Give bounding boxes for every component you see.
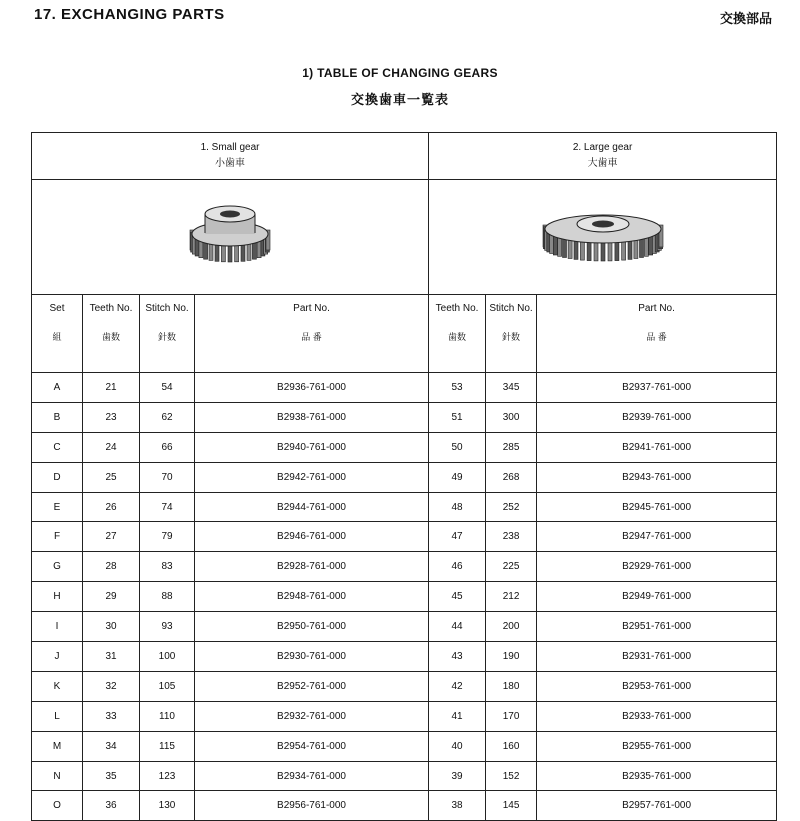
table-row — [32, 701, 777, 731]
small-part-cell: B2942-761-000 — [195, 462, 429, 492]
small-teeth-cell: 21 — [83, 373, 140, 403]
large-part-cell: B2949-761-000 — [537, 582, 777, 612]
set-cell: M — [32, 731, 83, 761]
large-teeth-cell: 45 — [429, 582, 486, 612]
table-row — [32, 642, 777, 672]
set-cell: L — [32, 701, 83, 731]
table-row — [32, 552, 777, 582]
large-gear-icon — [528, 199, 678, 275]
small-teeth-cell: 30 — [83, 612, 140, 642]
large-teeth-cell: 40 — [429, 731, 486, 761]
large-gear-label-jp: 大歯車 — [587, 158, 618, 169]
large-gear-image-cell — [429, 180, 777, 295]
large-part-cell: B2937-761-000 — [537, 373, 777, 403]
table-row — [32, 612, 777, 642]
table-row — [32, 402, 777, 432]
set-cell: C — [32, 432, 83, 462]
small-stitch-cell: 105 — [140, 671, 195, 701]
set-cell: J — [32, 642, 83, 672]
small-stitch-cell: 88 — [140, 582, 195, 612]
large-part-cell: B2953-761-000 — [537, 671, 777, 701]
set-cell: K — [32, 671, 83, 701]
small-stitch-cell: 100 — [140, 642, 195, 672]
small-part-cell: B2954-761-000 — [195, 731, 429, 761]
small-part-cell: B2930-761-000 — [195, 642, 429, 672]
small-stitch-cell: 83 — [140, 552, 195, 582]
small-stitch-cell: 74 — [140, 492, 195, 522]
table-row — [32, 582, 777, 612]
set-cell: N — [32, 761, 83, 791]
large-stitch-cell: 212 — [486, 582, 537, 612]
large-stitch-cell: 152 — [486, 761, 537, 791]
large-part-cell: B2955-761-000 — [537, 731, 777, 761]
small-part-cell: B2944-761-000 — [195, 492, 429, 522]
table-row — [32, 522, 777, 552]
small-teeth-cell: 23 — [83, 402, 140, 432]
table-body — [32, 373, 777, 821]
table-row — [32, 373, 777, 403]
col-large-stitch-header: Stitch No. 針数 — [486, 295, 537, 373]
table-row — [32, 432, 777, 462]
set-cell: D — [32, 462, 83, 492]
large-teeth-cell: 43 — [429, 642, 486, 672]
small-stitch-cell: 66 — [140, 432, 195, 462]
section-title: 17. EXCHANGING PARTS — [34, 6, 225, 23]
large-stitch-cell: 225 — [486, 552, 537, 582]
large-part-cell: B2929-761-000 — [537, 552, 777, 582]
large-part-cell: B2933-761-000 — [537, 701, 777, 731]
small-teeth-cell: 32 — [83, 671, 140, 701]
small-teeth-cell: 28 — [83, 552, 140, 582]
table-row — [32, 671, 777, 701]
set-cell: H — [32, 582, 83, 612]
set-cell: F — [32, 522, 83, 552]
large-stitch-cell: 145 — [486, 791, 537, 821]
col-small-part-header: Part No. 品 番 — [195, 295, 429, 373]
small-part-cell: B2946-761-000 — [195, 522, 429, 552]
small-teeth-cell: 25 — [83, 462, 140, 492]
small-gear-icon — [175, 200, 285, 274]
large-teeth-cell: 39 — [429, 761, 486, 791]
table-title-jp: 交換歯車一覧表 — [350, 92, 449, 107]
small-part-cell: B2938-761-000 — [195, 402, 429, 432]
col-small-teeth-header: Teeth No. 歯数 — [83, 295, 140, 373]
set-cell: O — [32, 791, 83, 821]
large-stitch-cell: 170 — [486, 701, 537, 731]
table-row — [32, 462, 777, 492]
large-gear-header — [429, 133, 777, 180]
small-stitch-cell: 93 — [140, 612, 195, 642]
small-stitch-cell: 70 — [140, 462, 195, 492]
large-stitch-cell: 300 — [486, 402, 537, 432]
small-part-cell: B2950-761-000 — [195, 612, 429, 642]
large-teeth-cell: 42 — [429, 671, 486, 701]
large-stitch-cell: 160 — [486, 731, 537, 761]
small-gear-label: 1. Small gear — [200, 142, 260, 153]
large-part-cell: B2941-761-000 — [537, 432, 777, 462]
small-part-cell: B2928-761-000 — [195, 552, 429, 582]
large-teeth-cell: 50 — [429, 432, 486, 462]
small-teeth-cell: 35 — [83, 761, 140, 791]
small-stitch-cell: 79 — [140, 522, 195, 552]
large-teeth-cell: 51 — [429, 402, 486, 432]
small-stitch-cell: 54 — [140, 373, 195, 403]
col-large-part-header: Part No. 品 番 — [537, 295, 777, 373]
large-teeth-cell: 49 — [429, 462, 486, 492]
large-stitch-cell: 268 — [486, 462, 537, 492]
set-cell: A — [32, 373, 83, 403]
small-part-cell: B2932-761-000 — [195, 701, 429, 731]
table-row — [32, 492, 777, 522]
large-stitch-cell: 200 — [486, 612, 537, 642]
small-teeth-cell: 24 — [83, 432, 140, 462]
large-teeth-cell: 38 — [429, 791, 486, 821]
small-teeth-cell: 26 — [83, 492, 140, 522]
large-gear-label: 2. Large gear — [572, 142, 633, 153]
large-teeth-cell: 48 — [429, 492, 486, 522]
small-stitch-cell: 130 — [140, 791, 195, 821]
set-cell: E — [32, 492, 83, 522]
gears-table — [31, 132, 777, 821]
table-title: 1) TABLE OF CHANGING GEARS — [302, 66, 498, 80]
small-part-cell: B2948-761-000 — [195, 582, 429, 612]
large-teeth-cell: 53 — [429, 373, 486, 403]
small-part-cell: B2940-761-000 — [195, 432, 429, 462]
large-part-cell: B2957-761-000 — [537, 791, 777, 821]
large-part-cell: B2947-761-000 — [537, 522, 777, 552]
large-part-cell: B2945-761-000 — [537, 492, 777, 522]
small-stitch-cell: 62 — [140, 402, 195, 432]
small-part-cell: B2934-761-000 — [195, 761, 429, 791]
small-teeth-cell: 33 — [83, 701, 140, 731]
small-teeth-cell: 29 — [83, 582, 140, 612]
large-part-cell: B2935-761-000 — [537, 761, 777, 791]
small-teeth-cell: 36 — [83, 791, 140, 821]
small-gear-header — [32, 133, 429, 180]
large-stitch-cell: 285 — [486, 432, 537, 462]
col-set-header: Set 組 — [32, 295, 83, 373]
table-row — [32, 791, 777, 821]
large-stitch-cell: 190 — [486, 642, 537, 672]
large-part-cell: B2943-761-000 — [537, 462, 777, 492]
small-part-cell: B2936-761-000 — [195, 373, 429, 403]
large-stitch-cell: 345 — [486, 373, 537, 403]
small-teeth-cell: 27 — [83, 522, 140, 552]
set-cell: I — [32, 612, 83, 642]
large-stitch-cell: 238 — [486, 522, 537, 552]
large-teeth-cell: 44 — [429, 612, 486, 642]
large-part-cell: B2931-761-000 — [537, 642, 777, 672]
small-gear-label-jp: 小歯車 — [215, 158, 246, 169]
col-small-stitch-header: Stitch No. 針数 — [140, 295, 195, 373]
small-part-cell: B2952-761-000 — [195, 671, 429, 701]
section-title-jp: 交換部品 — [719, 11, 772, 26]
large-teeth-cell: 46 — [429, 552, 486, 582]
small-stitch-cell: 123 — [140, 761, 195, 791]
large-part-cell: B2939-761-000 — [537, 402, 777, 432]
large-part-cell: B2951-761-000 — [537, 612, 777, 642]
table-row — [32, 731, 777, 761]
col-large-teeth-header: Teeth No. 歯数 — [429, 295, 486, 373]
large-teeth-cell: 41 — [429, 701, 486, 731]
small-part-cell: B2956-761-000 — [195, 791, 429, 821]
large-stitch-cell: 252 — [486, 492, 537, 522]
small-teeth-cell: 34 — [83, 731, 140, 761]
large-stitch-cell: 180 — [486, 671, 537, 701]
small-gear-image-cell — [32, 180, 429, 295]
set-cell: G — [32, 552, 83, 582]
small-stitch-cell: 110 — [140, 701, 195, 731]
table-row — [32, 761, 777, 791]
small-stitch-cell: 115 — [140, 731, 195, 761]
small-teeth-cell: 31 — [83, 642, 140, 672]
large-teeth-cell: 47 — [429, 522, 486, 552]
set-cell: B — [32, 402, 83, 432]
